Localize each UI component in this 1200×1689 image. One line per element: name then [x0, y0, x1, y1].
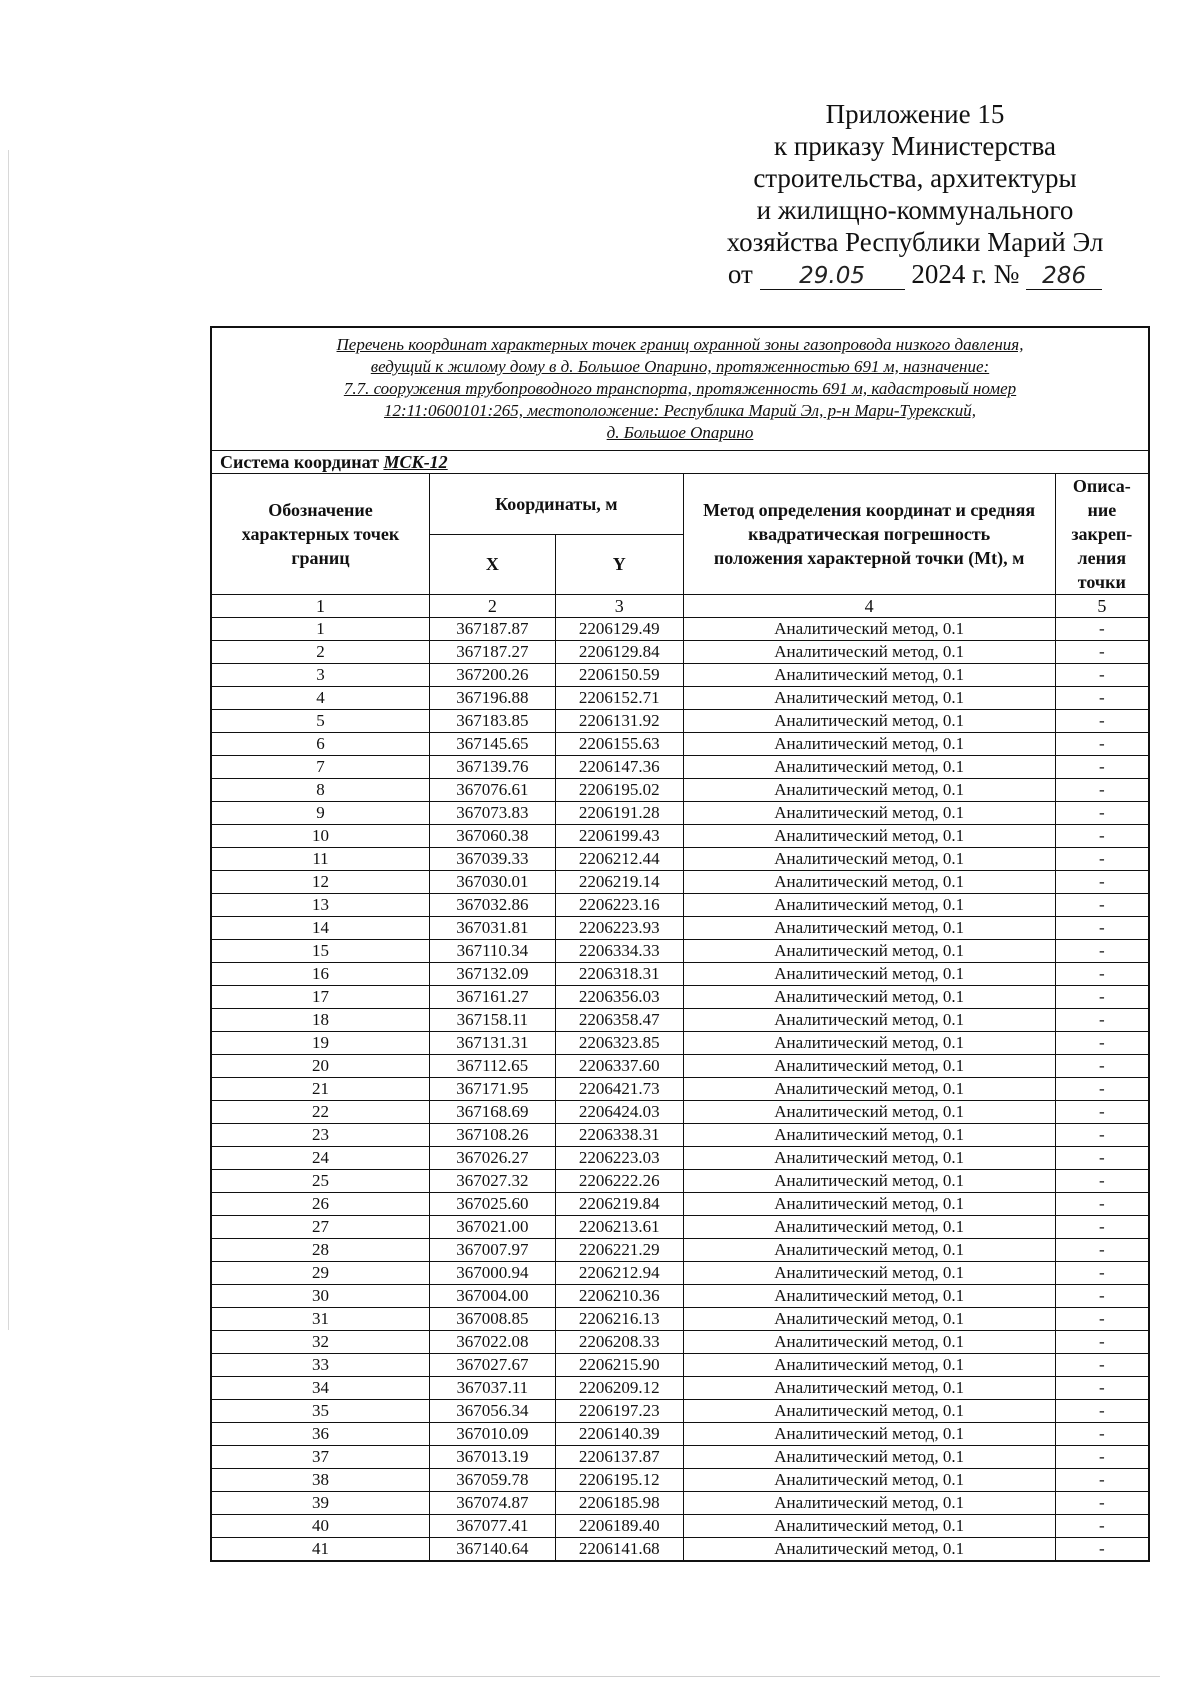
- coord-x: 367025.60: [430, 1193, 556, 1216]
- header-line: хозяйства Республики Марий Эл: [726, 227, 1104, 257]
- description-cell: -: [1055, 1239, 1149, 1262]
- coord-x: 367059.78: [430, 1469, 556, 1492]
- coord-x: 367032.86: [430, 894, 556, 917]
- table-row: [211, 1492, 1149, 1515]
- method-cell: Аналитический метод, 0.1: [683, 1262, 1055, 1285]
- point-number: 26: [211, 1193, 430, 1216]
- point-number: 6: [211, 733, 430, 756]
- method-cell: Аналитический метод, 0.1: [683, 1239, 1055, 1262]
- table-row: [211, 1262, 1149, 1285]
- date-prefix: от: [727, 259, 753, 289]
- appendix-header: [700, 98, 1130, 290]
- point-number: 10: [211, 825, 430, 848]
- description-cell: -: [1055, 825, 1149, 848]
- system-label: Система координат: [220, 452, 379, 472]
- description-cell: -: [1055, 940, 1149, 963]
- coord-x: 367074.87: [430, 1492, 556, 1515]
- coord-x: 367021.00: [430, 1216, 556, 1239]
- coord-y: 2206195.12: [555, 1469, 683, 1492]
- table-row: [211, 641, 1149, 664]
- column-number: 2: [430, 595, 556, 618]
- table-row: [211, 1285, 1149, 1308]
- coord-y: 2206318.31: [555, 963, 683, 986]
- year-text: 2024 г. №: [911, 259, 1020, 289]
- description-cell: -: [1055, 1147, 1149, 1170]
- header-line: и жилищно-коммунального: [756, 195, 1074, 225]
- point-number: 32: [211, 1331, 430, 1354]
- point-number: 27: [211, 1216, 430, 1239]
- point-number: 41: [211, 1538, 430, 1562]
- description-cell: -: [1055, 986, 1149, 1009]
- table-row: [211, 664, 1149, 687]
- header-x: X: [430, 534, 556, 595]
- coord-y: 2206141.68: [555, 1538, 683, 1562]
- method-cell: Аналитический метод, 0.1: [683, 1078, 1055, 1101]
- coord-x: 367076.61: [430, 779, 556, 802]
- point-number: 1: [211, 618, 430, 641]
- system-row: [211, 451, 1149, 474]
- coord-x: 367022.08: [430, 1331, 556, 1354]
- order-date-line: [700, 258, 1130, 290]
- scan-edge-bottom: [30, 1676, 1160, 1677]
- point-number: 28: [211, 1239, 430, 1262]
- table-row: [211, 756, 1149, 779]
- description-cell: -: [1055, 1055, 1149, 1078]
- table-row: [211, 894, 1149, 917]
- method-cell: Аналитический метод, 0.1: [683, 1193, 1055, 1216]
- description-cell: -: [1055, 802, 1149, 825]
- header-y: Y: [555, 534, 683, 595]
- method-cell: Аналитический метод, 0.1: [683, 756, 1055, 779]
- coord-y: 2206219.14: [555, 871, 683, 894]
- description-cell: -: [1055, 1032, 1149, 1055]
- table-row: [211, 618, 1149, 641]
- point-number: 11: [211, 848, 430, 871]
- caption-line: Перечень координат характерных точек границ охранной зоны газопровода низкого давления,: [336, 335, 1024, 354]
- method-cell: Аналитический метод, 0.1: [683, 1101, 1055, 1124]
- description-cell: -: [1055, 1331, 1149, 1354]
- handwritten-order-number: 286: [1026, 263, 1102, 290]
- description-cell: -: [1055, 1400, 1149, 1423]
- method-cell: Аналитический метод, 0.1: [683, 825, 1055, 848]
- description-cell: -: [1055, 1377, 1149, 1400]
- coord-x: 367158.11: [430, 1009, 556, 1032]
- coord-y: 2206150.59: [555, 664, 683, 687]
- table-row: [211, 1308, 1149, 1331]
- description-cell: -: [1055, 641, 1149, 664]
- description-cell: -: [1055, 1354, 1149, 1377]
- method-cell: Аналитический метод, 0.1: [683, 1400, 1055, 1423]
- coord-y: 2206185.98: [555, 1492, 683, 1515]
- coord-x: 367112.65: [430, 1055, 556, 1078]
- description-cell: -: [1055, 1009, 1149, 1032]
- description-cell: -: [1055, 1423, 1149, 1446]
- method-cell: Аналитический метод, 0.1: [683, 802, 1055, 825]
- point-number: 2: [211, 641, 430, 664]
- coord-x: 367187.27: [430, 641, 556, 664]
- point-number: 24: [211, 1147, 430, 1170]
- description-cell: -: [1055, 756, 1149, 779]
- coord-x: 367139.76: [430, 756, 556, 779]
- point-number: 5: [211, 710, 430, 733]
- table-caption: [211, 327, 1149, 451]
- description-cell: -: [1055, 963, 1149, 986]
- point-number: 17: [211, 986, 430, 1009]
- description-cell: -: [1055, 687, 1149, 710]
- point-number: 18: [211, 1009, 430, 1032]
- point-number: 38: [211, 1469, 430, 1492]
- method-cell: Аналитический метод, 0.1: [683, 986, 1055, 1009]
- point-number: 37: [211, 1446, 430, 1469]
- point-number: 22: [211, 1101, 430, 1124]
- coord-y: 2206223.16: [555, 894, 683, 917]
- description-cell: -: [1055, 1078, 1149, 1101]
- coord-y: 2206195.02: [555, 779, 683, 802]
- coord-x: 367037.11: [430, 1377, 556, 1400]
- table-row: [211, 1101, 1149, 1124]
- table-row: [211, 1170, 1149, 1193]
- coord-x: 367030.01: [430, 871, 556, 894]
- method-cell: Аналитический метод, 0.1: [683, 1124, 1055, 1147]
- table-row: [211, 1446, 1149, 1469]
- table-row: [211, 1239, 1149, 1262]
- handwritten-date: 29.05: [760, 263, 905, 290]
- coord-x: 367031.81: [430, 917, 556, 940]
- header-line: Приложение 15: [825, 99, 1005, 129]
- table-row: [211, 963, 1149, 986]
- description-cell: -: [1055, 1216, 1149, 1239]
- description-cell: -: [1055, 733, 1149, 756]
- table-row: [211, 1354, 1149, 1377]
- coord-y: 2206213.61: [555, 1216, 683, 1239]
- coord-x: 367056.34: [430, 1400, 556, 1423]
- column-number: 5: [1055, 595, 1149, 618]
- point-number: 31: [211, 1308, 430, 1331]
- column-number: 1: [211, 595, 430, 618]
- description-cell: -: [1055, 779, 1149, 802]
- point-number: 14: [211, 917, 430, 940]
- point-number: 39: [211, 1492, 430, 1515]
- coord-x: 367077.41: [430, 1515, 556, 1538]
- coord-x: 367108.26: [430, 1124, 556, 1147]
- description-cell: -: [1055, 1101, 1149, 1124]
- method-cell: Аналитический метод, 0.1: [683, 687, 1055, 710]
- coord-y: 2206421.73: [555, 1078, 683, 1101]
- column-header-row: [211, 474, 1149, 535]
- method-cell: Аналитический метод, 0.1: [683, 1216, 1055, 1239]
- method-cell: Аналитический метод, 0.1: [683, 1446, 1055, 1469]
- method-cell: Аналитический метод, 0.1: [683, 940, 1055, 963]
- point-number: 12: [211, 871, 430, 894]
- description-cell: -: [1055, 1193, 1149, 1216]
- coord-y: 2206199.43: [555, 825, 683, 848]
- table-row: [211, 1515, 1149, 1538]
- coord-x: 367013.19: [430, 1446, 556, 1469]
- method-cell: Аналитический метод, 0.1: [683, 1515, 1055, 1538]
- table-row: [211, 917, 1149, 940]
- method-cell: Аналитический метод, 0.1: [683, 1423, 1055, 1446]
- table-row: [211, 825, 1149, 848]
- point-number: 29: [211, 1262, 430, 1285]
- header-designation: Обозначение характерных точек границ: [211, 474, 430, 595]
- table-row: [211, 1377, 1149, 1400]
- method-cell: Аналитический метод, 0.1: [683, 917, 1055, 940]
- method-cell: Аналитический метод, 0.1: [683, 733, 1055, 756]
- method-cell: Аналитический метод, 0.1: [683, 1009, 1055, 1032]
- point-number: 33: [211, 1354, 430, 1377]
- column-number: 4: [683, 595, 1055, 618]
- method-cell: Аналитический метод, 0.1: [683, 1308, 1055, 1331]
- table-row: [211, 802, 1149, 825]
- scan-edge-left: [8, 150, 9, 1330]
- table-row: [211, 1147, 1149, 1170]
- caption-row: [211, 327, 1149, 451]
- column-number: 3: [555, 595, 683, 618]
- point-number: 15: [211, 940, 430, 963]
- coord-x: 367008.85: [430, 1308, 556, 1331]
- description-cell: -: [1055, 848, 1149, 871]
- table-row: [211, 1078, 1149, 1101]
- coord-y: 2206356.03: [555, 986, 683, 1009]
- method-cell: Аналитический метод, 0.1: [683, 664, 1055, 687]
- coord-x: 367145.65: [430, 733, 556, 756]
- coord-x: 367039.33: [430, 848, 556, 871]
- description-cell: -: [1055, 1469, 1149, 1492]
- description-cell: -: [1055, 1492, 1149, 1515]
- coord-y: 2206216.13: [555, 1308, 683, 1331]
- point-number: 23: [211, 1124, 430, 1147]
- header-line: строительства, архитектуры: [753, 163, 1077, 193]
- coord-x: 367004.00: [430, 1285, 556, 1308]
- method-cell: Аналитический метод, 0.1: [683, 779, 1055, 802]
- coord-x: 367010.09: [430, 1423, 556, 1446]
- table-row: [211, 1331, 1149, 1354]
- point-number: 16: [211, 963, 430, 986]
- method-cell: Аналитический метод, 0.1: [683, 1492, 1055, 1515]
- description-cell: -: [1055, 1446, 1149, 1469]
- description-cell: -: [1055, 1124, 1149, 1147]
- description-cell: -: [1055, 917, 1149, 940]
- coord-x: 367171.95: [430, 1078, 556, 1101]
- coord-y: 2206212.44: [555, 848, 683, 871]
- method-cell: Аналитический метод, 0.1: [683, 848, 1055, 871]
- coord-y: 2206197.23: [555, 1400, 683, 1423]
- table-row: [211, 710, 1149, 733]
- point-number: 9: [211, 802, 430, 825]
- caption-line: 7.7. сооружения трубопроводного транспорта, протяженность 691 м, кадастровый номер: [343, 379, 1017, 398]
- point-number: 35: [211, 1400, 430, 1423]
- coord-y: 2206129.49: [555, 618, 683, 641]
- method-cell: Аналитический метод, 0.1: [683, 1469, 1055, 1492]
- coord-y: 2206337.60: [555, 1055, 683, 1078]
- coord-y: 2206424.03: [555, 1101, 683, 1124]
- coord-y: 2206155.63: [555, 733, 683, 756]
- coord-y: 2206129.84: [555, 641, 683, 664]
- point-number: 4: [211, 687, 430, 710]
- description-cell: -: [1055, 1308, 1149, 1331]
- table-row: [211, 1538, 1149, 1562]
- point-number: 13: [211, 894, 430, 917]
- coord-y: 2206222.26: [555, 1170, 683, 1193]
- table-row: [211, 1055, 1149, 1078]
- coord-y: 2206334.33: [555, 940, 683, 963]
- description-cell: -: [1055, 1170, 1149, 1193]
- coord-y: 2206152.71: [555, 687, 683, 710]
- coord-y: 2206338.31: [555, 1124, 683, 1147]
- coord-y: 2206140.39: [555, 1423, 683, 1446]
- coord-x: 367007.97: [430, 1239, 556, 1262]
- method-cell: Аналитический метод, 0.1: [683, 1032, 1055, 1055]
- coord-x: 367131.31: [430, 1032, 556, 1055]
- point-number: 25: [211, 1170, 430, 1193]
- coord-x: 367183.85: [430, 710, 556, 733]
- method-cell: Аналитический метод, 0.1: [683, 1354, 1055, 1377]
- table-row: [211, 687, 1149, 710]
- coord-x: 367060.38: [430, 825, 556, 848]
- coord-x: 367027.67: [430, 1354, 556, 1377]
- coord-x: 367140.64: [430, 1538, 556, 1562]
- point-number: 3: [211, 664, 430, 687]
- description-cell: -: [1055, 618, 1149, 641]
- table-row: [211, 940, 1149, 963]
- method-cell: Аналитический метод, 0.1: [683, 1285, 1055, 1308]
- caption-line: д. Большое Опарино: [606, 423, 754, 442]
- description-cell: -: [1055, 1262, 1149, 1285]
- method-cell: Аналитический метод, 0.1: [683, 710, 1055, 733]
- method-cell: Аналитический метод, 0.1: [683, 1147, 1055, 1170]
- table-row: [211, 1400, 1149, 1423]
- coord-y: 2206131.92: [555, 710, 683, 733]
- point-number: 8: [211, 779, 430, 802]
- coord-x: 367132.09: [430, 963, 556, 986]
- description-cell: -: [1055, 871, 1149, 894]
- coord-x: 367187.87: [430, 618, 556, 641]
- method-cell: Аналитический метод, 0.1: [683, 871, 1055, 894]
- table-row: [211, 1423, 1149, 1446]
- table-row: [211, 1009, 1149, 1032]
- description-cell: -: [1055, 1515, 1149, 1538]
- coord-y: 2206208.33: [555, 1331, 683, 1354]
- table-row: [211, 733, 1149, 756]
- method-cell: Аналитический метод, 0.1: [683, 1170, 1055, 1193]
- method-cell: Аналитический метод, 0.1: [683, 641, 1055, 664]
- coord-y: 2206223.03: [555, 1147, 683, 1170]
- system-value: МСК-12: [383, 452, 448, 472]
- table-row: [211, 986, 1149, 1009]
- point-number: 34: [211, 1377, 430, 1400]
- table-row: [211, 1193, 1149, 1216]
- coord-x: 367200.26: [430, 664, 556, 687]
- coord-y: 2206209.12: [555, 1377, 683, 1400]
- point-number: 7: [211, 756, 430, 779]
- coord-y: 2206219.84: [555, 1193, 683, 1216]
- coord-x: 367026.27: [430, 1147, 556, 1170]
- description-cell: -: [1055, 1538, 1149, 1562]
- description-cell: -: [1055, 894, 1149, 917]
- point-number: 36: [211, 1423, 430, 1446]
- description-cell: -: [1055, 664, 1149, 687]
- coord-y: 2206212.94: [555, 1262, 683, 1285]
- method-cell: Аналитический метод, 0.1: [683, 894, 1055, 917]
- table-row: [211, 1216, 1149, 1239]
- header-method: Метод определения координат и средняя квадратическая погрешность положения характерной точки (Mt), м: [683, 474, 1055, 595]
- point-number: 40: [211, 1515, 430, 1538]
- point-number: 30: [211, 1285, 430, 1308]
- method-cell: Аналитический метод, 0.1: [683, 1055, 1055, 1078]
- coord-x: 367000.94: [430, 1262, 556, 1285]
- method-cell: Аналитический метод, 0.1: [683, 618, 1055, 641]
- coord-y: 2206137.87: [555, 1446, 683, 1469]
- coord-y: 2206210.36: [555, 1285, 683, 1308]
- coord-y: 2206147.36: [555, 756, 683, 779]
- table-row: [211, 871, 1149, 894]
- coord-y: 2206323.85: [555, 1032, 683, 1055]
- method-cell: Аналитический метод, 0.1: [683, 963, 1055, 986]
- table-row: [211, 1032, 1149, 1055]
- table-row: [211, 1124, 1149, 1147]
- coord-x: 367196.88: [430, 687, 556, 710]
- table-row: [211, 1469, 1149, 1492]
- point-number: 21: [211, 1078, 430, 1101]
- table-row: [211, 848, 1149, 871]
- coord-y: 2206221.29: [555, 1239, 683, 1262]
- method-cell: Аналитический метод, 0.1: [683, 1538, 1055, 1562]
- coord-x: 367110.34: [430, 940, 556, 963]
- method-cell: Аналитический метод, 0.1: [683, 1377, 1055, 1400]
- coord-y: 2206223.93: [555, 917, 683, 940]
- description-cell: -: [1055, 1285, 1149, 1308]
- coordinates-table: [210, 326, 1150, 1562]
- point-number: 20: [211, 1055, 430, 1078]
- coord-y: 2206358.47: [555, 1009, 683, 1032]
- coord-x: 367168.69: [430, 1101, 556, 1124]
- coord-x: 367161.27: [430, 986, 556, 1009]
- header-coordinates: Координаты, м: [430, 474, 684, 535]
- table-row: [211, 779, 1149, 802]
- point-number: 19: [211, 1032, 430, 1055]
- header-line: к приказу Министерства: [773, 131, 1057, 161]
- caption-line: 12:11:0600101:265, местоположение: Республика Марий Эл, р-н Мари-Турекский,: [383, 401, 976, 420]
- coord-y: 2206189.40: [555, 1515, 683, 1538]
- caption-line: ведущий к жилому дому в д. Большое Опарино, протяженностью 691 м, назначение:: [370, 357, 990, 376]
- header-description: Описа-ние закреп-ления точки: [1055, 474, 1149, 595]
- coord-x: 367073.83: [430, 802, 556, 825]
- method-cell: Аналитический метод, 0.1: [683, 1331, 1055, 1354]
- coord-y: 2206191.28: [555, 802, 683, 825]
- coord-x: 367027.32: [430, 1170, 556, 1193]
- coordinate-system: [211, 451, 1149, 474]
- description-cell: -: [1055, 710, 1149, 733]
- coord-y: 2206215.90: [555, 1354, 683, 1377]
- column-number-row: [211, 595, 1149, 618]
